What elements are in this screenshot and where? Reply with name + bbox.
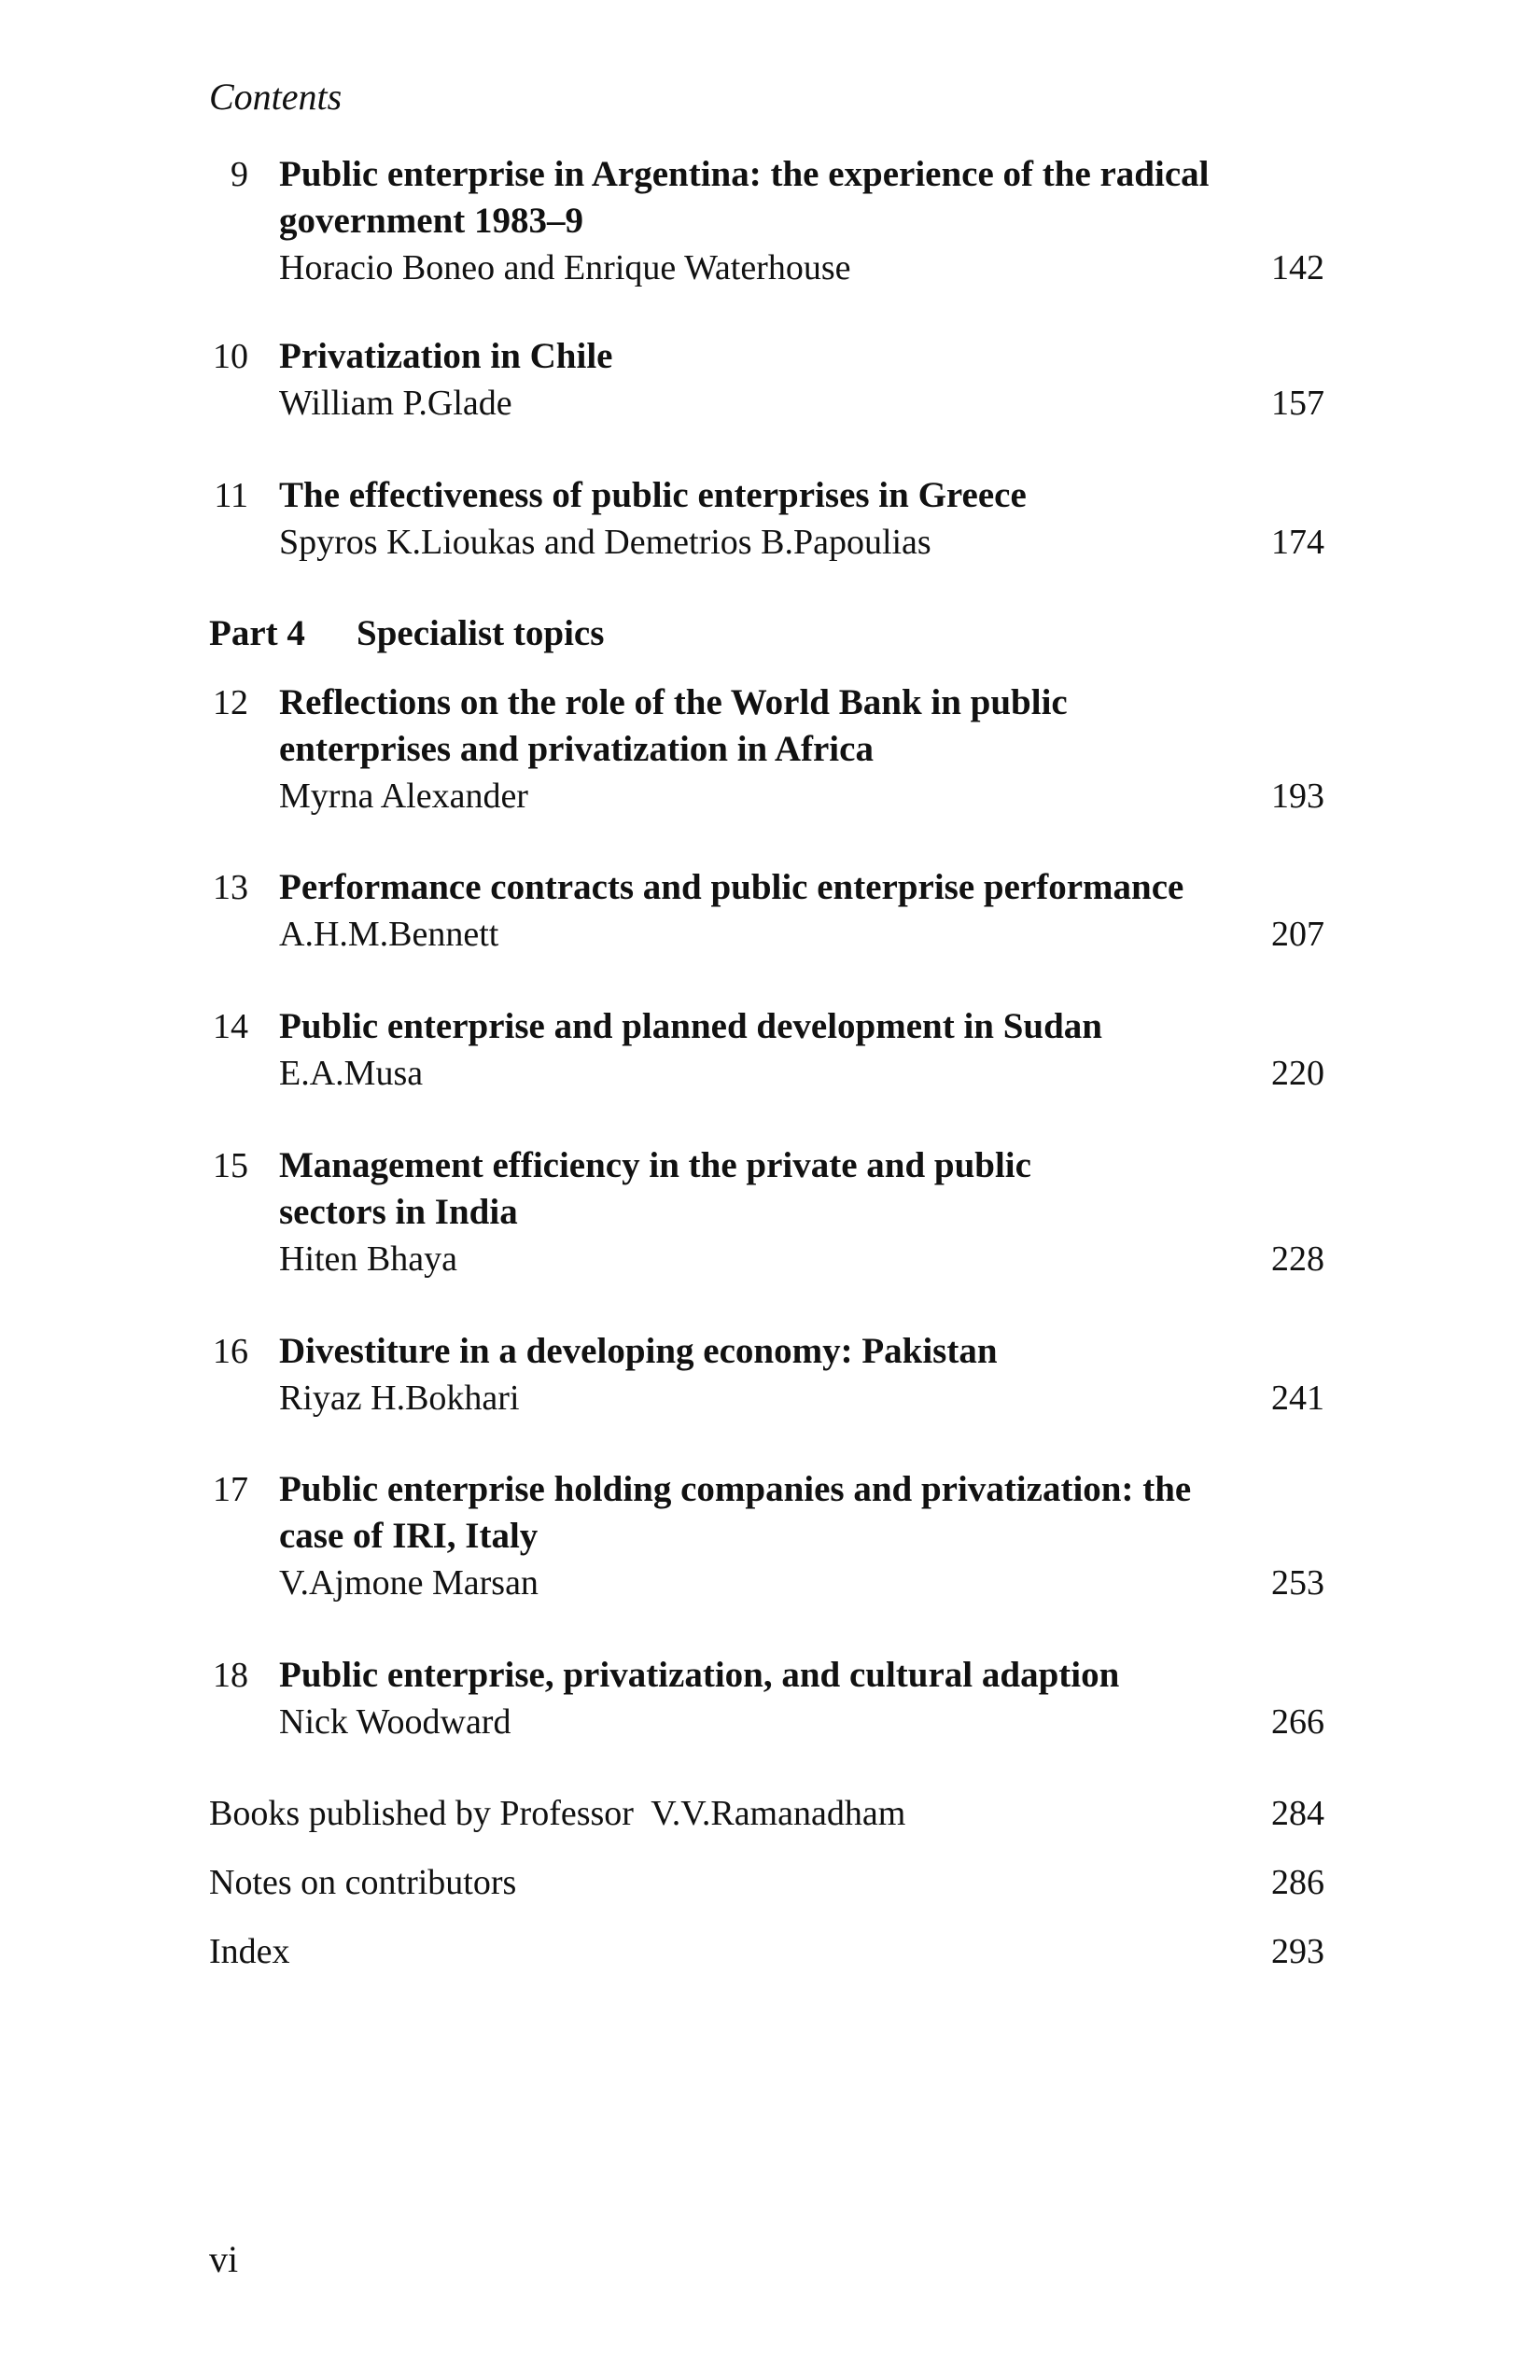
author-row (279, 1236, 1324, 1282)
chapter-title: The effectiveness of public enterprises in Greece (279, 475, 1027, 515)
chapter-number: 9 (231, 155, 248, 194)
toc-entry-notes-on-contributors[interactable] (209, 1859, 1324, 1906)
chapter-title: Reflections on the role of the World Bank in public enterprises and privatization in Africa (279, 682, 1068, 769)
chapter-title: Divestiture in a developing economy: Pakistan (279, 1331, 998, 1371)
author-row (279, 1699, 1324, 1745)
part-label: Part 4 (209, 613, 305, 653)
author-row (279, 773, 1324, 819)
author-row (279, 519, 1324, 566)
toc-entry-chapter-16[interactable] (209, 1328, 1324, 1421)
page-folio: vi (209, 2238, 239, 2280)
toc-entry-chapter-11[interactable] (209, 472, 1324, 566)
chapter-number: 13 (213, 868, 248, 907)
back-matter-label: Notes on contributors (209, 1863, 517, 1902)
chapter-title: Public enterprise in Argentina: the experience of the radical government 1983–9 (279, 154, 1210, 241)
chapter-title: Privatization in Chile (279, 336, 613, 376)
author-row (279, 380, 1324, 427)
toc-entry-index[interactable] (209, 1928, 1324, 1975)
chapter-author: Horacio Boneo and Enrique Waterhouse (279, 248, 851, 287)
chapter-author: William P.Glade (279, 384, 512, 423)
page-number: 193 (1271, 777, 1324, 816)
author-row (279, 1560, 1324, 1606)
chapter-author: V.Ajmone Marsan (279, 1563, 539, 1603)
page-number: 220 (1271, 1054, 1324, 1093)
chapter-number: 17 (213, 1470, 248, 1509)
chapter-number: 12 (213, 683, 248, 722)
page-number: 293 (1271, 1932, 1324, 1971)
author-row (279, 911, 1324, 958)
chapter-number: 11 (214, 476, 248, 515)
chapter-number: 14 (213, 1007, 248, 1046)
chapter-author: Myrna Alexander (279, 777, 528, 816)
back-matter-label: Index (209, 1932, 290, 1971)
chapter-author: Riyaz H.Bokhari (279, 1379, 520, 1418)
page-number: 241 (1271, 1379, 1324, 1418)
toc-entry-chapter-12[interactable] (209, 679, 1324, 819)
chapter-number: 10 (213, 337, 248, 376)
toc-entry-chapter-17[interactable] (209, 1466, 1324, 1606)
page-number: 207 (1271, 915, 1324, 954)
page-number: 228 (1271, 1239, 1324, 1279)
chapter-author: Nick Woodward (279, 1702, 511, 1742)
chapter-title: Management efficiency in the private and public sectors in India (279, 1145, 1031, 1232)
chapter-title: Public enterprise holding companies and privatization: the case of IRI, Italy (279, 1469, 1192, 1556)
toc-entry-chapter-14[interactable] (209, 1003, 1324, 1097)
page-number: 286 (1271, 1863, 1324, 1902)
chapter-author: Hiten Bhaya (279, 1239, 458, 1279)
toc-entry-chapter-9[interactable] (209, 151, 1324, 291)
chapter-title: Performance contracts and public enterprise performance (279, 867, 1184, 907)
toc-entry-chapter-13[interactable] (209, 864, 1324, 958)
page-number: 253 (1271, 1563, 1324, 1603)
part-title: Specialist topics (357, 613, 605, 653)
chapter-number: 18 (213, 1656, 248, 1695)
chapter-author: Spyros K.Lioukas and Demetrios B.Papoulias (279, 523, 931, 562)
toc-entry-chapter-18[interactable] (209, 1652, 1324, 1745)
back-matter-label: Books published by Professor V.V.Ramanadham (209, 1794, 906, 1833)
chapter-title: Public enterprise and planned development in Sudan (279, 1006, 1102, 1046)
toc-entry-chapter-15[interactable] (209, 1142, 1324, 1282)
page-number: 174 (1271, 523, 1324, 562)
page-number: 142 (1271, 248, 1324, 287)
chapter-author: A.H.M.Bennett (279, 915, 499, 954)
page-number: 157 (1271, 384, 1324, 423)
author-row (279, 245, 1324, 291)
toc-entry-chapter-10[interactable] (209, 333, 1324, 427)
chapter-number: 16 (213, 1332, 248, 1371)
author-row (279, 1375, 1324, 1421)
author-row (279, 1050, 1324, 1097)
page-number: 266 (1271, 1702, 1324, 1742)
running-head: Contents (209, 76, 343, 118)
toc-entry-books-published[interactable] (209, 1790, 1324, 1837)
chapter-title: Public enterprise, privatization, and cultural adaption (279, 1655, 1120, 1695)
chapter-author: E.A.Musa (279, 1054, 424, 1093)
page-number: 284 (1271, 1794, 1324, 1833)
chapter-number: 15 (213, 1146, 248, 1185)
part-heading (209, 610, 604, 657)
